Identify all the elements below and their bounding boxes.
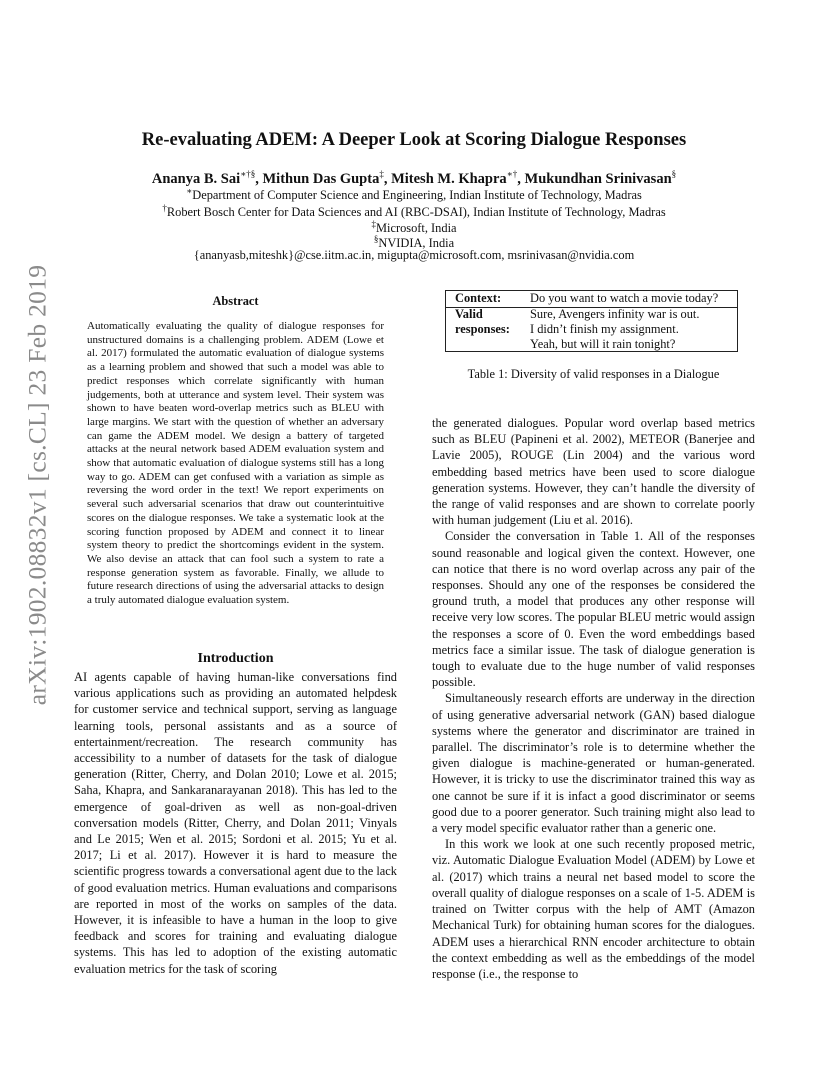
author-name: Mukundhan Srinivasan <box>524 170 672 187</box>
introduction-heading: Introduction <box>197 651 274 666</box>
response-text: Yeah, but will it rain tonight? <box>530 337 676 351</box>
affiliation-text: Department of Computer Science and Engineering, Indian Institute of Technology, Madras <box>192 188 642 203</box>
left-column-body <box>74 669 397 977</box>
body-paragraph: In this work we look at one such recently proposed metric, viz. Automatic Dialogue Evaluation Model (ADEM) by Lowe et al. (2017) which trains a neural net based model to score the overall quality of dialogue responses on a scale of 1-5. ADEM is trained on Twitter corpus with the help of AMT (Amazon Mechanical Turk) for obtaining human scores for the dialogues. ADEM uses a hierarchical RNN encoder architecture to obtain the context embedding as well as the embeddings of the model response (i.e., the response to <box>432 837 755 981</box>
body-paragraph: AI agents capable of having human-like conversations find various applications such as providing an automated helpdesk for customer service and technical support, serving as language learning tools, personal assistants and as a source of entertainment/recreation. The research community has accessibility to a number of datasets for the task of dialogue generation (Ritter, Cherry, and Dolan 2010; Lowe et al. 2015; Saha, Khapra, and Sankaranarayanan 2018). This has led to the emergence of goal-driven as well as non-goal-driven conversation models (Ritter, Cherry, and Dolan 2011; Vinyals and Le 2015; Wen et al. 2015; Sordoni et al. 2015; Yu et al. 2017; Li et al. 2017). However it is hard to measure the scientific progress towards a conversational agent due to the lack of good evaluation metrics. Human evaluations and comparisons are reported in most of the works on samples of the data. However, it is infeasible to have a human in the loop to give feedback and scores for training and evaluating dialogue systems. This has led to adoption of the existing automatic evaluation metrics for the task of scoring <box>74 670 397 976</box>
author-marks: ∗†§ <box>240 169 256 179</box>
response-text: I didn’t finish my assignment. <box>530 322 679 336</box>
table-caption: Table 1: Diversity of valid responses in a Dialogue <box>467 367 720 381</box>
affiliation-text: Robert Bosch Center for Data Sciences and AI (RBC-DSAI), Indian Institute of Technology, Madras <box>166 205 666 220</box>
affiliation-mark: † <box>162 203 167 213</box>
author-list: Ananya B. Sai∗†§, Mithun Das Gupta‡, Mitesh M. Khapra∗†, Mukundhan Srinivasan§ <box>151 169 677 187</box>
abstract-text: Automatically evaluating the quality of dialogue responses for unstructured domains is a challenging problem. ADEM (Lowe et al. 2017) formulated the automatic evaluation of dialogue systems as a learning problem and showed that such a model was able to predict responses which correlate significantly with human judgements, both at utterance and system level. Their system was shown to have beaten word-overlap metrics such as BLEU with large margins. We start with the question of whether an adversary can game the ADEM model. We design a battery of targeted attacks at the neural network based ADEM evaluation system and show that automatic evaluation of dialogue systems still has a long way to go. ADEM can get confused with a variation as simple as reversing the word order in the text! We report experiments on several such adversarial scenarios that draw out counterintuitive scores on the dialogue responses. We take a systematic look at the scoring function proposed by ADEM and connect it to linear system theory to predict the shortcomings evident in the system. We also devise an attack that can fool such a system to rate a response generation system as favorable. Finally, we allude to future research directions of using the adversarial attacks to design a truly automated dialogue evaluation system. <box>87 320 384 607</box>
valid-label: responses: <box>455 322 510 336</box>
author-marks: ∗† <box>506 169 518 179</box>
arxiv-identifier <box>16 264 58 706</box>
affiliation-text: NVIDIA, India <box>378 236 455 251</box>
author-name: Mithun Das Gupta <box>262 170 380 187</box>
author-marks: § <box>671 169 677 179</box>
body-paragraph: Simultaneously research efforts are underway in the direction of using generative adversarial network (GAN) based dialogue systems where the generator and discriminator are trained in parallel. The discriminator’s role is to determine whether the given dialogue is machine-generated or human-generated. However, it is tricky to use the discriminator trained this way as one cannot be sure if it is infact a good discriminator or seems good due to a poorer generator. Such training might also lead to a very model specific evaluator rather than a generic one. <box>432 691 755 836</box>
arxiv-identifier-text: arXiv:1902.08832v1 [cs.CL] 23 Feb 2019 <box>22 264 52 706</box>
affiliation-mark: ∗ <box>186 186 193 196</box>
author-name: Mitesh M. Khapra <box>391 170 507 187</box>
abstract-heading: Abstract <box>212 294 259 308</box>
author-emails: {ananyasb,miteshk}@cse.iitm.ac.in, migupta@microsoft.com, msrinivasan@nvidia.com <box>193 248 635 262</box>
author-marks: ‡ <box>379 169 384 179</box>
paper-title: Re-evaluating ADEM: A Deeper Look at Scoring Dialogue Responses <box>141 130 687 150</box>
author-name: Ananya B. Sai <box>151 170 241 187</box>
affiliation <box>0 186 828 203</box>
context-text: Do you want to watch a movie today? <box>530 291 719 305</box>
valid-label: Valid <box>455 307 483 321</box>
body-paragraph: Consider the conversation in Table 1. All of the responses sound reasonable and logical given the context. However, one can notice that there is no word overlap across any pair of the responses. Should any one of the responses be considered the ground truth, a model that produces any other response will receive very low scores. The popular BLEU metric would assign the responses a score of 0. Even the word embeddings based metrics face a similar issue. The task of dialogue generation is tough to evaluate due to the huge number of valid responses possible. <box>432 529 755 690</box>
body-paragraph: the generated dialogues. Popular word overlap based metrics such as BLEU (Papineni et al. 2002), METEOR (Banerjee and Lavie 2005), ROUGE (Lin 2004) and the various word embedding based metrics have been used to score dialogue generation systems. However, they can’t handle the diversity of the range of valid responses and are shown to correlate poorly with human judgement (Liu et al. 2016). <box>432 416 755 528</box>
affiliation-mark: ‡ <box>371 219 376 229</box>
affiliation-mark: § <box>373 234 379 244</box>
right-column-body <box>432 415 755 982</box>
affiliation <box>0 203 828 220</box>
response-text: Sure, Avengers infinity war is out. <box>530 307 700 321</box>
affiliation-text: Microsoft, India <box>375 221 457 236</box>
context-label: Context: <box>455 291 502 305</box>
table-1 <box>445 290 738 352</box>
